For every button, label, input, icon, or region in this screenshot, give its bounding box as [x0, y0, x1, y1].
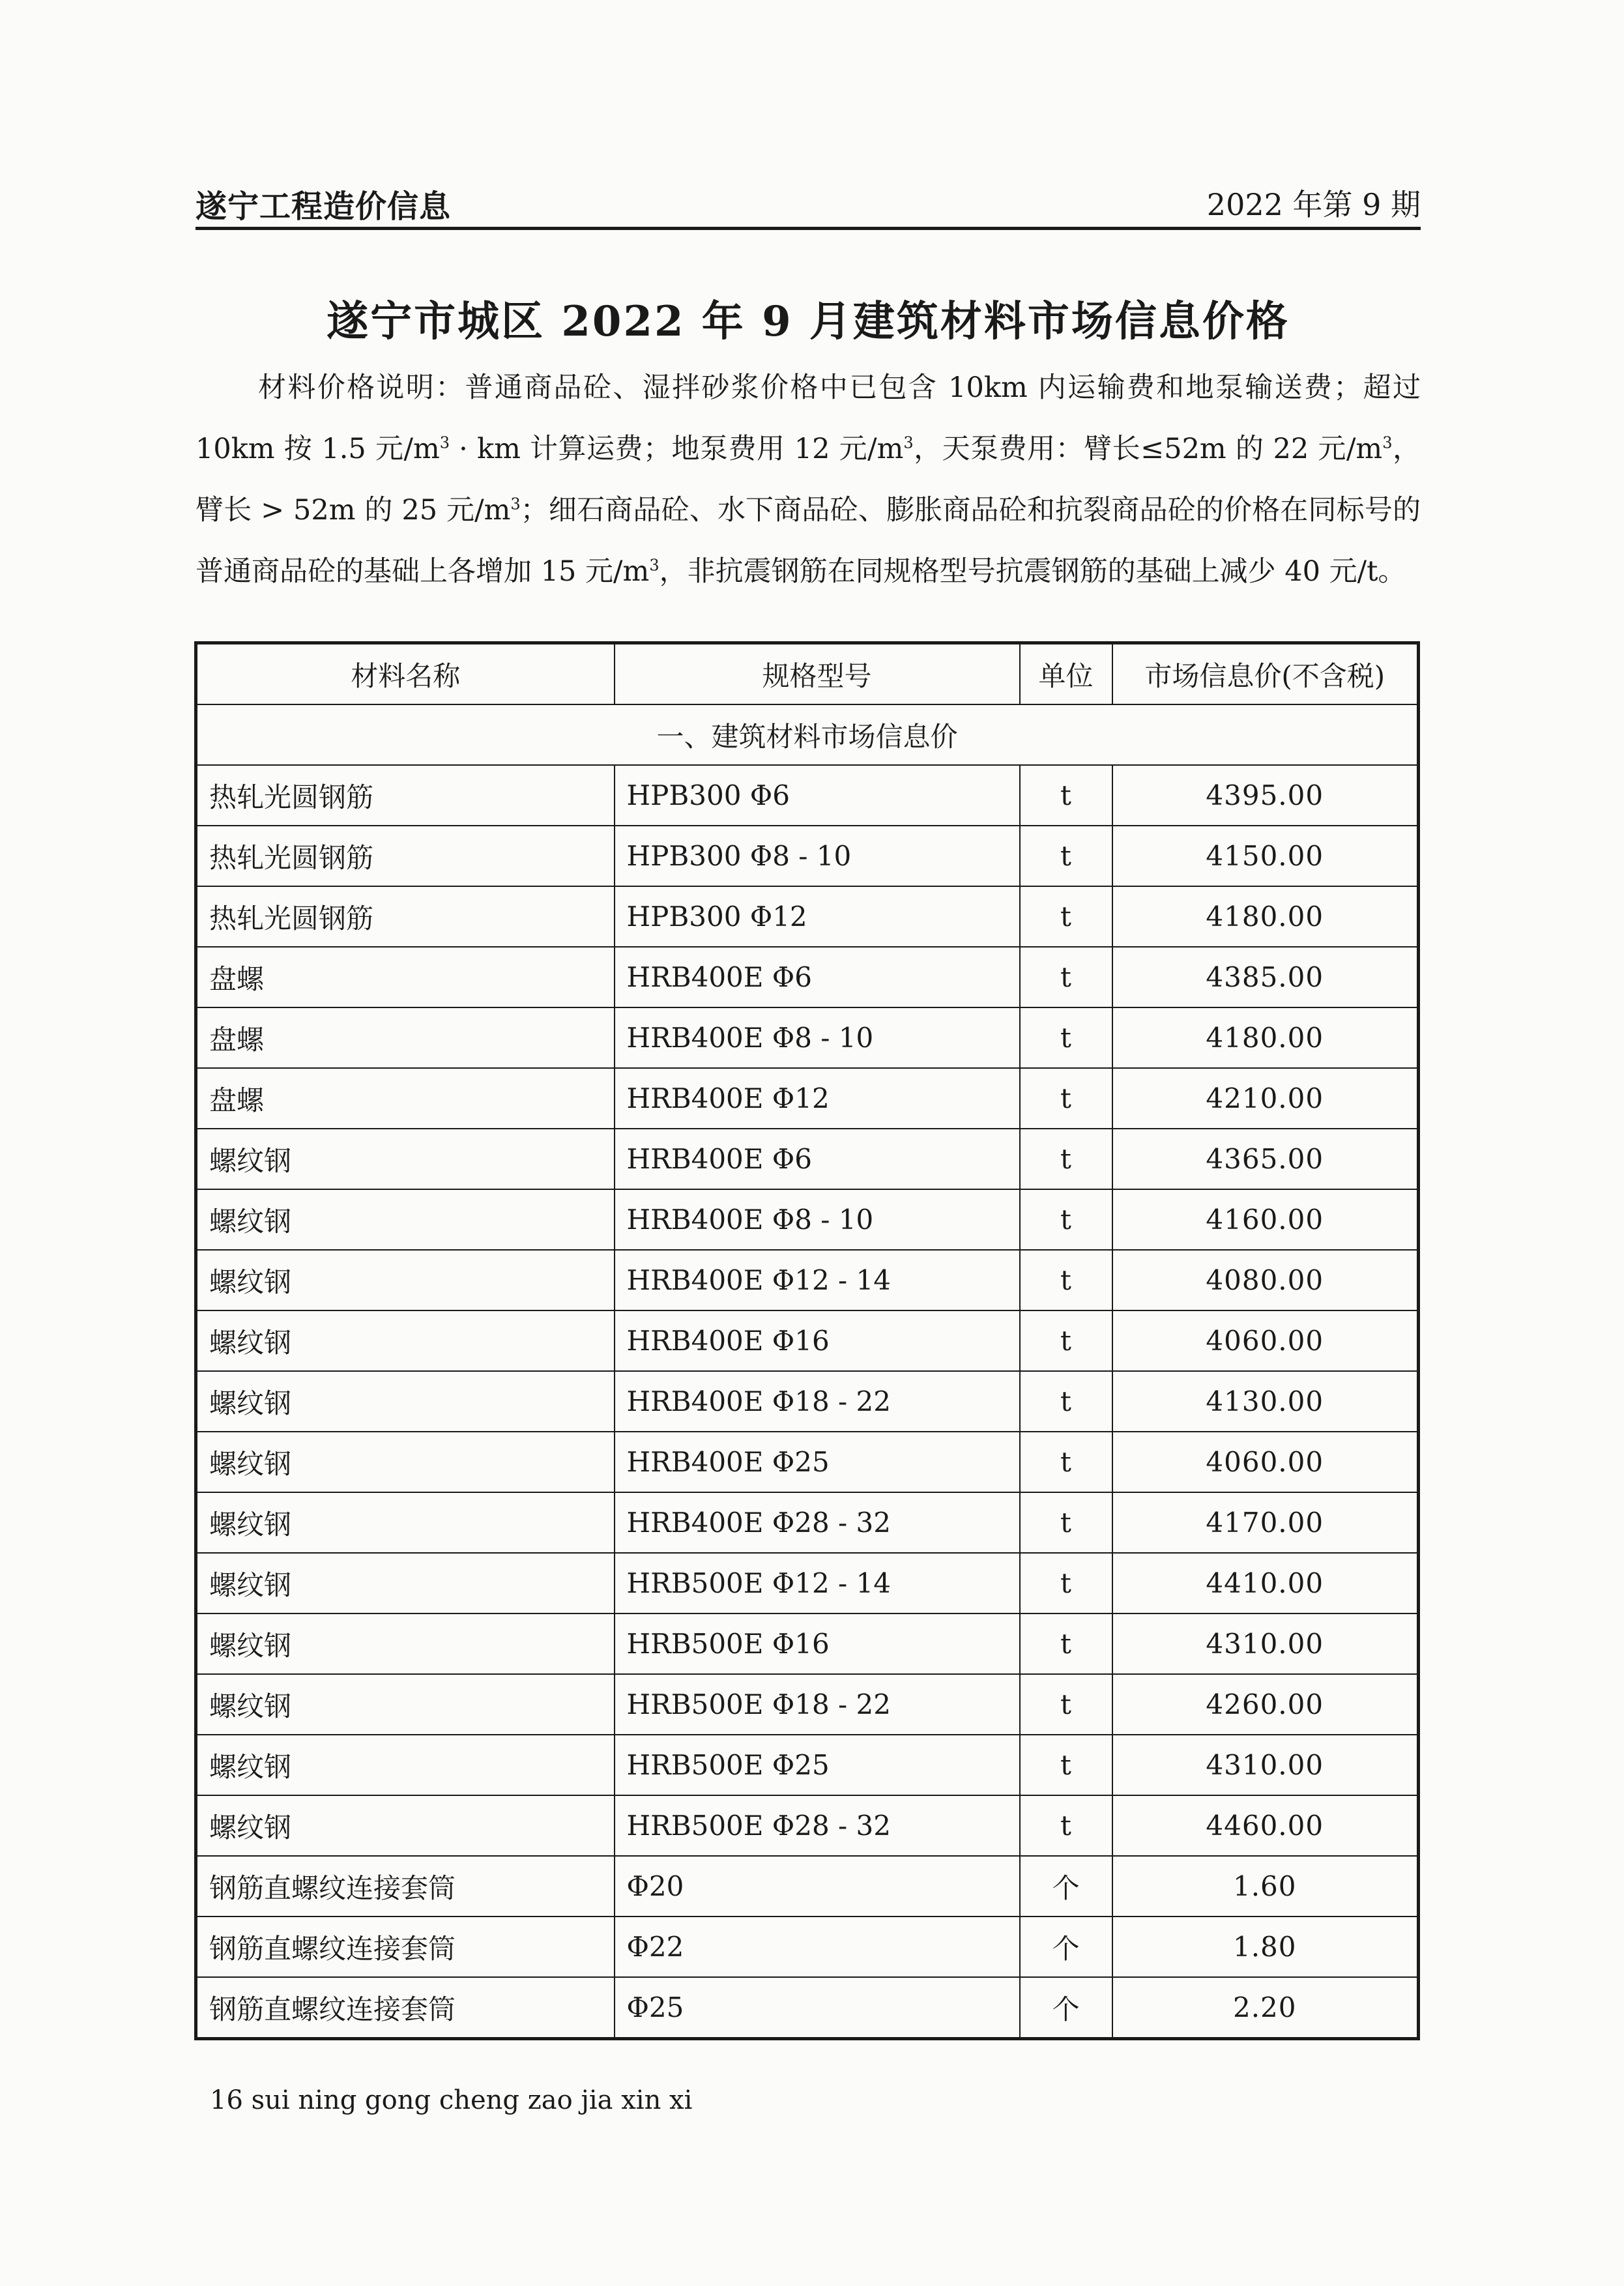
unit-cell: t — [1020, 1674, 1112, 1735]
spec-cell: HRB400E Φ8 - 10 — [615, 1007, 1020, 1068]
spec-cell: HRB500E Φ12 - 14 — [615, 1553, 1020, 1613]
table-header-row — [196, 643, 1419, 705]
unit-cell: t — [1020, 1613, 1112, 1674]
price-cell: 4180.00 — [1112, 1007, 1419, 1068]
material-name-cell: 热轧光圆钢筋 — [196, 826, 615, 886]
price-notes-paragraph — [196, 357, 1421, 602]
section-row — [196, 704, 1419, 765]
price-cell: 4060.00 — [1112, 1432, 1419, 1492]
price-table — [194, 641, 1420, 2040]
material-name-cell: 钢筋直螺纹连接套筒 — [196, 1917, 615, 1977]
table-row — [196, 1068, 1419, 1129]
price-cell: 4260.00 — [1112, 1674, 1419, 1735]
unit-cell: t — [1020, 1553, 1112, 1613]
superscript-3: 3 — [1382, 433, 1393, 452]
unit-cell: t — [1020, 947, 1112, 1007]
price-cell: 4365.00 — [1112, 1129, 1419, 1189]
material-name-cell: 螺纹钢 — [196, 1432, 615, 1492]
price-cell: 1.80 — [1112, 1917, 1419, 1977]
material-name-cell: 螺纹钢 — [196, 1371, 615, 1432]
material-name-cell: 螺纹钢 — [196, 1129, 615, 1189]
material-name-cell: 螺纹钢 — [196, 1310, 615, 1371]
table-row — [196, 1674, 1419, 1735]
material-name-cell: 热轧光圆钢筋 — [196, 765, 615, 826]
price-cell: 4310.00 — [1112, 1735, 1419, 1795]
table-row — [196, 1250, 1419, 1310]
spec-cell: HRB400E Φ28 - 32 — [615, 1492, 1020, 1553]
spec-cell: HPB300 Φ12 — [615, 886, 1020, 947]
price-cell: 2.20 — [1112, 1977, 1419, 2039]
spec-cell: HRB400E Φ12 — [615, 1068, 1020, 1129]
spec-cell: Φ25 — [615, 1977, 1020, 2039]
spec-cell: HRB400E Φ8 - 10 — [615, 1189, 1020, 1250]
spec-cell: HRB400E Φ16 — [615, 1310, 1020, 1371]
unit-cell: 个 — [1020, 1917, 1112, 1977]
spec-cell: HRB500E Φ28 - 32 — [615, 1795, 1020, 1856]
table-row — [196, 1795, 1419, 1856]
unit-cell: t — [1020, 1795, 1112, 1856]
notes-part-1: 材料价格说明：普通商品砼、湿拌砂浆价格中已包含 10km 内运输费和地泵输送费；超过 10km 按 1.5 元/m — [196, 371, 1421, 465]
table-row — [196, 1977, 1419, 2039]
table-row — [196, 1310, 1419, 1371]
spec-cell: HPB300 Φ8 - 10 — [615, 826, 1020, 886]
column-header-name: 材料名称 — [196, 643, 615, 705]
price-cell: 4395.00 — [1112, 765, 1419, 826]
material-name-cell: 螺纹钢 — [196, 1189, 615, 1250]
spec-cell: HRB400E Φ6 — [615, 947, 1020, 1007]
table-row — [196, 1492, 1419, 1553]
page-header — [196, 177, 1421, 230]
spec-cell: HRB500E Φ18 - 22 — [615, 1674, 1020, 1735]
price-cell: 1.60 — [1112, 1856, 1419, 1917]
unit-cell: t — [1020, 1735, 1112, 1795]
unit-cell: t — [1020, 1189, 1112, 1250]
material-name-cell: 钢筋直螺纹连接套筒 — [196, 1856, 615, 1917]
notes-part-4: ，臂长 > 52m 的 25 元/m — [196, 433, 1421, 527]
spec-cell: HRB400E Φ18 - 22 — [615, 1371, 1020, 1432]
table-row — [196, 1553, 1419, 1613]
column-header-price: 市场信息价(不含税) — [1112, 643, 1419, 705]
unit-cell: t — [1020, 1492, 1112, 1553]
spec-cell: HRB400E Φ12 - 14 — [615, 1250, 1020, 1310]
table-row — [196, 1129, 1419, 1189]
unit-cell: t — [1020, 765, 1112, 826]
table-row — [196, 1735, 1419, 1795]
unit-cell: t — [1020, 1007, 1112, 1068]
material-name-cell: 螺纹钢 — [196, 1613, 615, 1674]
table-row — [196, 1189, 1419, 1250]
price-cell: 4160.00 — [1112, 1189, 1419, 1250]
unit-cell: t — [1020, 1068, 1112, 1129]
table-row — [196, 1917, 1419, 1977]
price-cell: 4080.00 — [1112, 1250, 1419, 1310]
superscript-3: 3 — [439, 433, 450, 452]
price-cell: 4385.00 — [1112, 947, 1419, 1007]
price-cell: 4410.00 — [1112, 1553, 1419, 1613]
material-name-cell: 螺纹钢 — [196, 1492, 615, 1553]
spec-cell: HRB400E Φ25 — [615, 1432, 1020, 1492]
notes-part-6: ，非抗震钢筋在同规格型号抗震钢筋的基础上减少 40 元/t。 — [659, 555, 1406, 588]
unit-cell: t — [1020, 886, 1112, 947]
unit-cell: 个 — [1020, 1856, 1112, 1917]
price-cell: 4060.00 — [1112, 1310, 1419, 1371]
table-row — [196, 947, 1419, 1007]
issue-number: 2022 年第 9 期 — [1206, 187, 1421, 222]
material-name-cell: 盘螺 — [196, 947, 615, 1007]
material-name-cell: 螺纹钢 — [196, 1795, 615, 1856]
notes-part-2: · km 计算运费；地泵费用 12 元/m — [450, 433, 904, 465]
material-name-cell: 钢筋直螺纹连接套筒 — [196, 1977, 615, 2039]
spec-cell: HRB400E Φ6 — [615, 1129, 1020, 1189]
table-row — [196, 1613, 1419, 1674]
price-cell: 4310.00 — [1112, 1613, 1419, 1674]
table-row — [196, 886, 1419, 947]
price-cell: 4150.00 — [1112, 826, 1419, 886]
section-title: 一、建筑材料市场信息价 — [196, 704, 1419, 765]
notes-part-3: ，天泵费用：臂长≤52m 的 22 元/m — [913, 433, 1383, 465]
material-name-cell: 螺纹钢 — [196, 1674, 615, 1735]
material-name-cell: 螺纹钢 — [196, 1250, 615, 1310]
unit-cell: t — [1020, 826, 1112, 886]
unit-cell: t — [1020, 1250, 1112, 1310]
table-row — [196, 1432, 1419, 1492]
column-header-spec: 规格型号 — [615, 643, 1020, 705]
notes-part-5: ；细石商品砼、水下商品砼、膨胀商品砼和抗裂商品砼的价格在同标号的普通商品砼的基础上各增加 15 元/m — [196, 494, 1421, 588]
superscript-3: 3 — [903, 433, 914, 452]
table-body — [196, 704, 1419, 2039]
unit-cell: 个 — [1020, 1977, 1112, 2039]
publication-name: 遂宁工程造价信息 — [196, 188, 452, 225]
spec-cell: Φ22 — [615, 1917, 1020, 1977]
page-footer: 16 sui ning gong cheng zao jia xin xi — [210, 2085, 693, 2115]
table-row — [196, 1007, 1419, 1068]
price-cell: 4130.00 — [1112, 1371, 1419, 1432]
price-cell: 4460.00 — [1112, 1795, 1419, 1856]
price-cell: 4170.00 — [1112, 1492, 1419, 1553]
material-name-cell: 盘螺 — [196, 1007, 615, 1068]
superscript-3: 3 — [510, 495, 521, 514]
price-cell: 4180.00 — [1112, 886, 1419, 947]
material-name-cell: 热轧光圆钢筋 — [196, 886, 615, 947]
material-name-cell: 盘螺 — [196, 1068, 615, 1129]
price-cell: 4210.00 — [1112, 1068, 1419, 1129]
material-name-cell: 螺纹钢 — [196, 1735, 615, 1795]
unit-cell: t — [1020, 1371, 1112, 1432]
spec-cell: HPB300 Φ6 — [615, 765, 1020, 826]
spec-cell: HRB500E Φ25 — [615, 1735, 1020, 1795]
table-row — [196, 765, 1419, 826]
unit-cell: t — [1020, 1129, 1112, 1189]
table-row — [196, 826, 1419, 886]
unit-cell: t — [1020, 1310, 1112, 1371]
material-name-cell: 螺纹钢 — [196, 1553, 615, 1613]
unit-cell: t — [1020, 1432, 1112, 1492]
column-header-unit: 单位 — [1020, 643, 1112, 705]
document-title: 遂宁市城区 2022 年 9 月建筑材料市场信息价格 — [326, 297, 1290, 346]
table-row — [196, 1856, 1419, 1917]
spec-cell: HRB500E Φ16 — [615, 1613, 1020, 1674]
spec-cell: Φ20 — [615, 1856, 1020, 1917]
superscript-3: 3 — [649, 556, 660, 575]
table-row — [196, 1371, 1419, 1432]
